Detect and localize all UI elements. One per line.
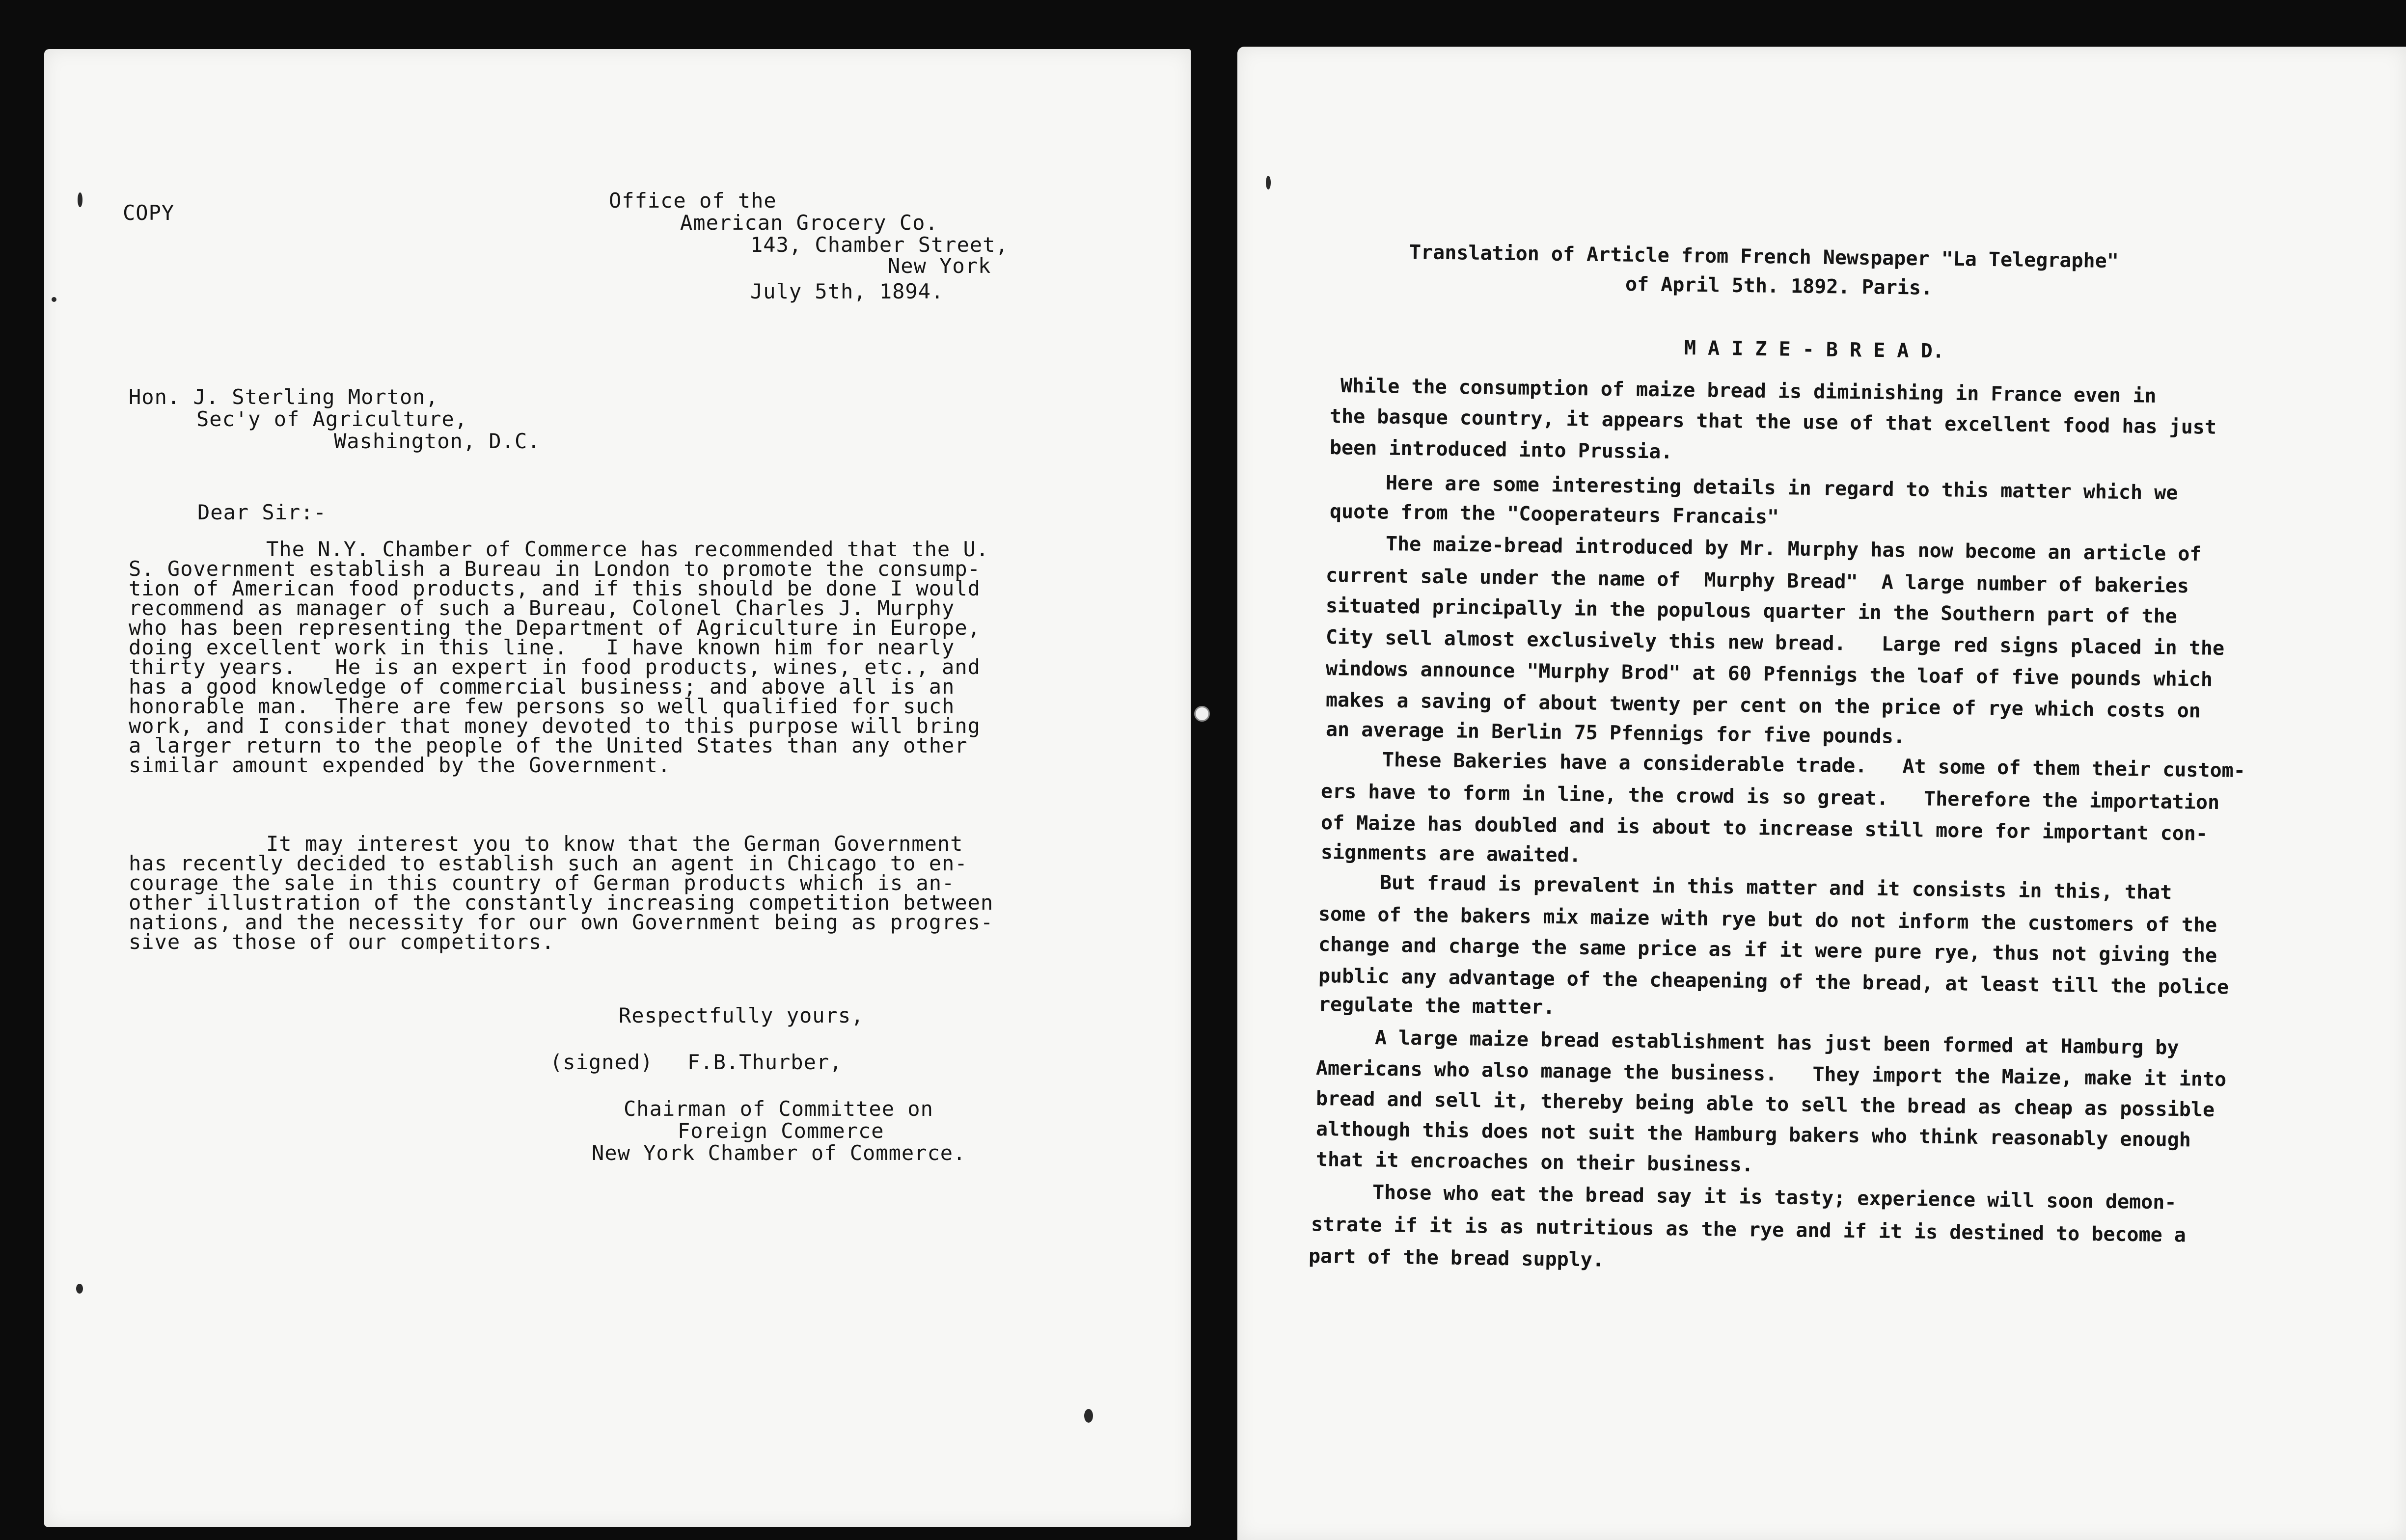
addressee-line: Washington, D.C.: [334, 429, 541, 453]
article-text-line: But fraud is prevalent in this matter and it consists in this, that: [1379, 871, 2172, 904]
article-text-line: Americans who also manage the business. They import the Maize, make it into: [1315, 1057, 2227, 1091]
article-text-line: makes a saving of about twenty per cent on the price of rye which costs on: [1325, 689, 2201, 723]
letter-text-line: The N.Y. Chamber of Commerce has recommended that the U.: [266, 537, 989, 561]
article-text-line: been introduced into Prussia.: [1329, 436, 1673, 463]
article-text-line: The maize-bread introduced by Mr. Murphy has now become an article of: [1385, 533, 2202, 566]
article-text-line: strate if it is as nutritious as the rye and if it is destined to become a: [1311, 1213, 2187, 1247]
signature-title-line: New York Chamber of Commerce.: [592, 1141, 966, 1165]
article-text-line: an average in Berlin 75 Pfennigs for five pounds.: [1325, 718, 1906, 748]
letter-text-line: S. Government establish a Bureau in London to promote the consump-: [129, 557, 981, 581]
addressee-line: Hon. J. Sterling Morton,: [129, 385, 438, 409]
article-text-line: part of the bread supply.: [1308, 1245, 1605, 1271]
article-text-line: current sale under the name of Murphy Bread" A large number of bakeries: [1325, 564, 2189, 598]
article-text-line: A large maize bread establishment has just been formed at Hamburg by: [1374, 1027, 2179, 1059]
article-text-line: public any advantage of the cheapening of the bread, at least till the police: [1318, 965, 2229, 999]
letter-date: July 5th, 1894.: [750, 279, 944, 303]
letter-text-line: honorable man. There are few persons so well qualified for such: [129, 694, 955, 718]
staple-mark: [78, 192, 82, 207]
article-text-line: that it encroaches on their business.: [1315, 1148, 1754, 1177]
article-text-line: signments are awaited.: [1320, 841, 1582, 867]
staple-mark: [1084, 1409, 1093, 1423]
addressee-line: Sec'y of Agriculture,: [196, 407, 468, 431]
letter-text-line: doing excellent work in this line. I have known him for nearly: [129, 635, 955, 659]
letter-text-line: a larger return to the people of the United States than any other: [129, 733, 968, 757]
signer-name: F.B.Thurber,: [687, 1050, 843, 1074]
article-heading-line: Translation of Article from French Newspaper "La Telegraphe": [1409, 241, 2119, 273]
ink-speck: [52, 297, 56, 302]
letter-text-line: work, and I consider that money devoted to this purpose will bring: [129, 714, 981, 738]
letter-text-line: tion of American food products, and if this should be done I would: [129, 576, 981, 600]
letter-text-line: similar amount expended by the Government.: [129, 753, 671, 777]
letter-header-line: Office of the: [609, 189, 777, 213]
letter-text-line: thirty years. He is an expert in food products, wines, etc., and: [129, 655, 981, 679]
article-heading-line: of April 5th. 1892. Paris.: [1625, 273, 1933, 299]
letter-text-line: nations, and the necessity for our own Government being as progres-: [129, 910, 994, 934]
signed-label: (signed): [550, 1050, 654, 1074]
letter-text-line: has recently decided to establish such an agent in Chicago to en-: [129, 851, 968, 875]
signature-title-line: Foreign Commerce: [678, 1119, 884, 1143]
article-text-line: some of the bakers mix maize with rye but do not inform the customers of the: [1318, 903, 2217, 937]
hole-punch-mark: [1194, 706, 1210, 722]
article-text-line: the basque country, it appears that the use of that excellent food has just: [1329, 405, 2217, 439]
article-text-line: While the consumption of maize bread is diminishing in France even in: [1340, 375, 2157, 407]
letter-text-line: courage the sale in this country of German products which is an-: [129, 871, 955, 895]
letter-text-line: other illustration of the constantly increasing competition between: [129, 891, 994, 915]
article-text-line: change and charge the same price as if it were pure rye, thus not giving the: [1318, 933, 2217, 967]
letter-header-line: 143, Chamber Street,: [750, 233, 1009, 257]
letter-text-line: recommend as manager of such a Bureau, Colonel Charles J. Murphy: [129, 596, 955, 620]
article-text-line: Here are some interesting details in regard to this matter which we: [1385, 472, 2178, 505]
staple-mark: [1266, 176, 1271, 189]
article-text-line: City sell almost exclusively this new bread. Large red signs placed in the: [1325, 626, 2225, 660]
letter-page: [44, 49, 1191, 1527]
copy-mark: COPY: [123, 201, 175, 225]
article-text-line: of Maize has doubled and is about to increase still more for important con-: [1320, 811, 2208, 845]
letter-header-line: New York: [888, 254, 991, 278]
letter-text-line: sive as those of our competitors.: [129, 930, 555, 954]
staple-mark: [76, 1284, 83, 1294]
letter-text-line: It may interest you to know that the German Government: [266, 832, 963, 856]
article-text-line: Those who eat the bread say it is tasty; experience will soon demon-: [1372, 1181, 2177, 1214]
article-text-line: These Bakeries have a considerable trade. At some of them their custom-: [1382, 749, 2246, 783]
signature-title-line: Chairman of Committee on: [624, 1097, 933, 1121]
salutation: Dear Sir:-: [197, 500, 327, 524]
article-title: M A I Z E - B R E A D.: [1684, 337, 1945, 363]
article-text-line: situated principally in the populous quarter in the Southern part of the: [1325, 594, 2178, 628]
closing: Respectfully yours,: [619, 1003, 864, 1027]
letter-text-line: who has been representing the Department of Agriculture in Europe,: [129, 616, 981, 640]
article-text-line: although this does not suit the Hamburg bakers who think reasonably enough: [1315, 1118, 2191, 1152]
article-text-line: quote from the "Cooperateurs Francais": [1329, 500, 1779, 529]
article-text-line: ers have to form in line, the crowd is so great. Therefore the importation: [1320, 780, 2220, 814]
article-text-line: regulate the matter.: [1318, 993, 1555, 1019]
article-text-line: bread and sell it, thereby being able to sell the bread as cheap as possible: [1315, 1087, 2215, 1121]
letter-header-line: American Grocery Co.: [680, 211, 938, 235]
article-text-line: windows announce "Murphy Brod" at 60 Pfennigs the loaf of five pounds which: [1325, 657, 2213, 691]
letter-text-line: has a good knowledge of commercial business; and above all is an: [129, 675, 955, 699]
